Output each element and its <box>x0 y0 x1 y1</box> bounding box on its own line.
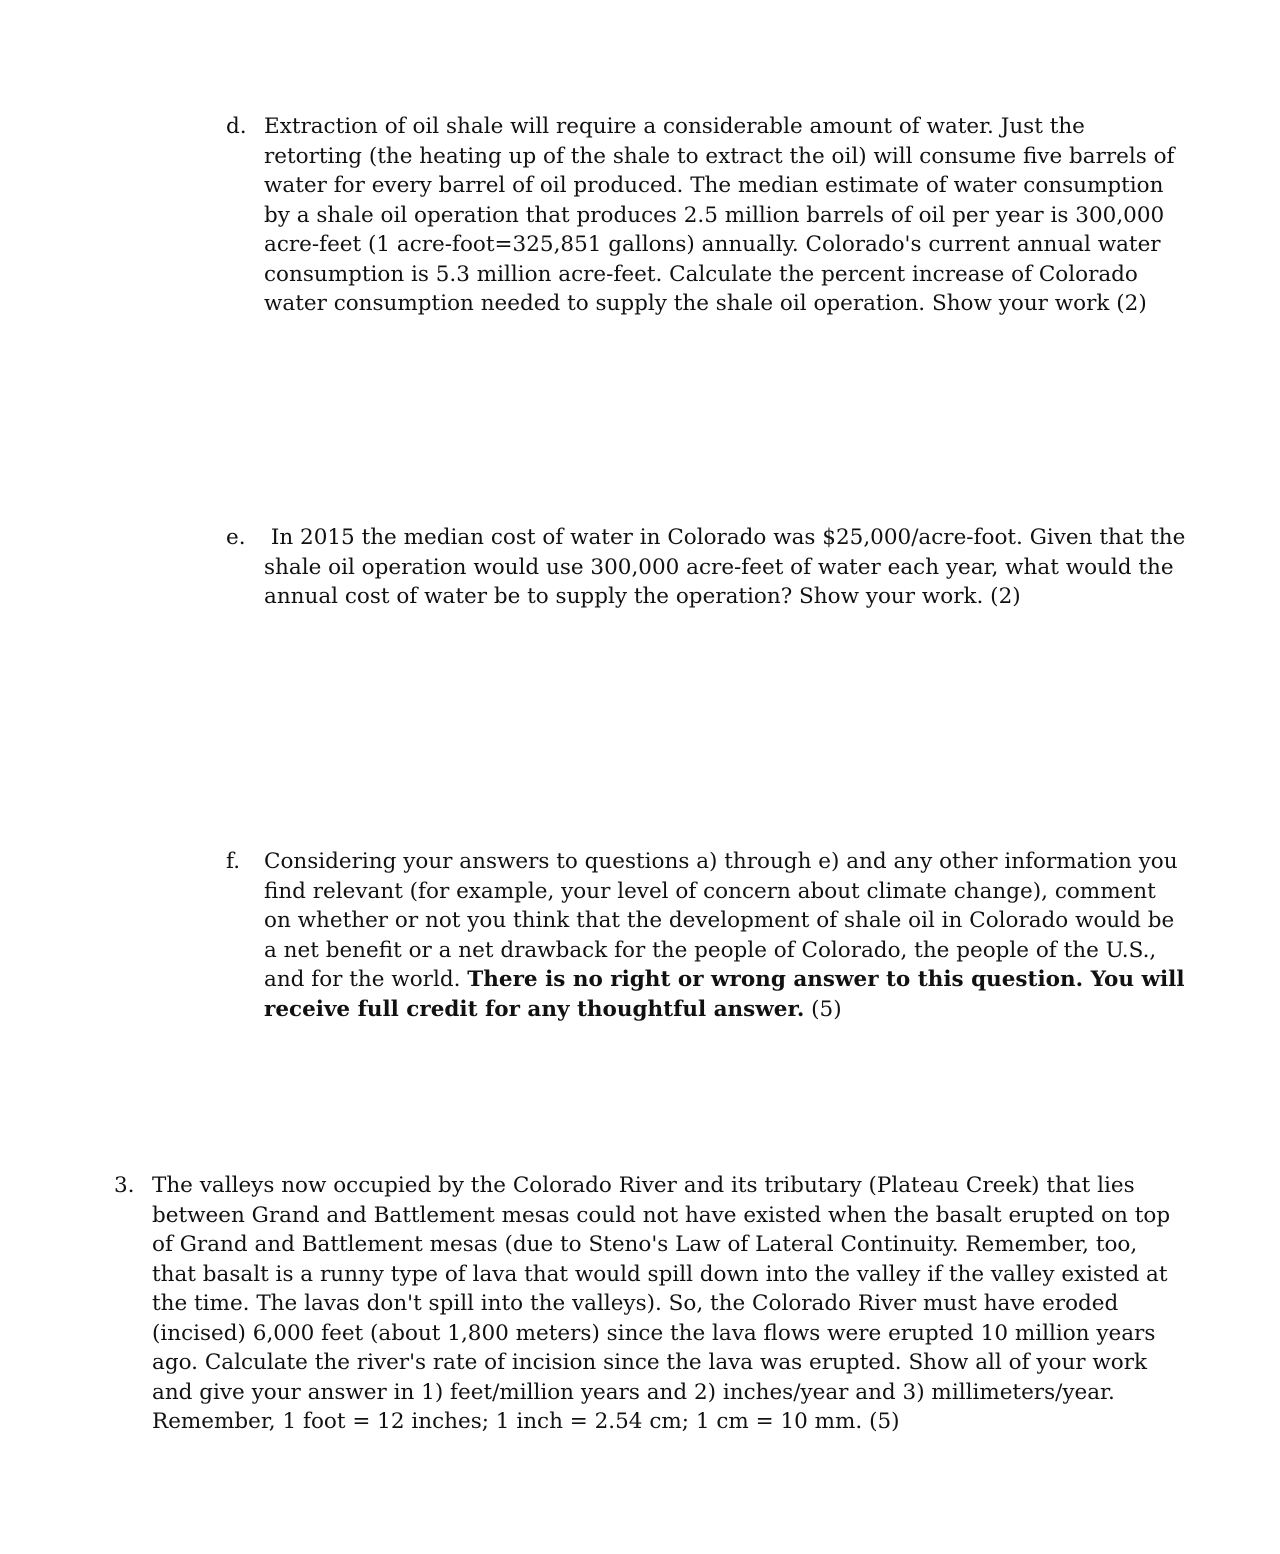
question-f-text-bold: There is no right or wrong answer to this question. You will receive full credit for any thoughtful answer. <box>264 967 1185 1022</box>
question-d <box>226 112 1186 319</box>
question-f-text <box>264 847 1186 1024</box>
question-f-marker: f. <box>226 849 241 874</box>
question-e-marker: e. <box>226 525 246 550</box>
question-3 <box>114 1171 1184 1437</box>
question-d-marker: d. <box>226 114 247 139</box>
question-e-text: In 2015 the median cost of water in Colorado was $25,000/acre-foot. Given that the shale oil operation would use 300,000 acre-feet of water each year, what would the annual cost of water be to supply the operation? Show your work. (2) <box>264 525 1193 609</box>
question-f <box>226 847 1186 1024</box>
question-3-text: The valleys now occupied by the Colorado River and its tributary (Plateau Creek) that lies between Grand and Battlement mesas could not have existed when the basalt erupted on top of Grand and Battlement mesas (due to Steno's Law of Lateral Continuity. Remember, too, that basalt is a runny type of lava that would spill down into the valley if the valley existed at the time. The lavas don't spill into the valleys). So, the Colorado River must have eroded (incised) 6,000 feet (about 1,800 meters) since the lava flows were erupted 10 million years ago. Calculate the river's rate of incision since the lava was erupted. Show all of your work and give your answer in 1) feet/million years and 2) inches/year and 3) millimeters/year. Remember, 1 foot = 12 inches; 1 inch = 2.54 cm; 1 cm = 10 mm. (5) <box>152 1173 1171 1434</box>
question-f-text-plain: Considering your answers to questions a) through e) and any other information you find relevant (for example, your level of concern about climate change), comment on whether or not you think that the development of shale oil in Colorado would be a net benefit or a net drawback for the people of Colorado, the people of the U.S., and for the world. <box>264 849 1178 992</box>
question-e <box>226 523 1193 612</box>
question-f-points: (5) <box>804 996 842 1022</box>
question-3-marker: 3. <box>114 1173 135 1198</box>
question-d-text: Extraction of oil shale will require a considerable amount of water. Just the retorting (the heating up of the shale to extract the oil) will consume five barrels of water for every barrel of oil produced. The median estimate of water consumption by a shale oil operation that produces 2.5 million barrels of oil per year is 300,000 acre-feet (1 acre-foot=325,851 gallons) annually. Colorado's current annual water consumption is 5.3 million acre-feet. Calculate the percent increase of Colorado water consumption needed to supply the shale oil operation. Show your work (2) <box>264 114 1175 316</box>
